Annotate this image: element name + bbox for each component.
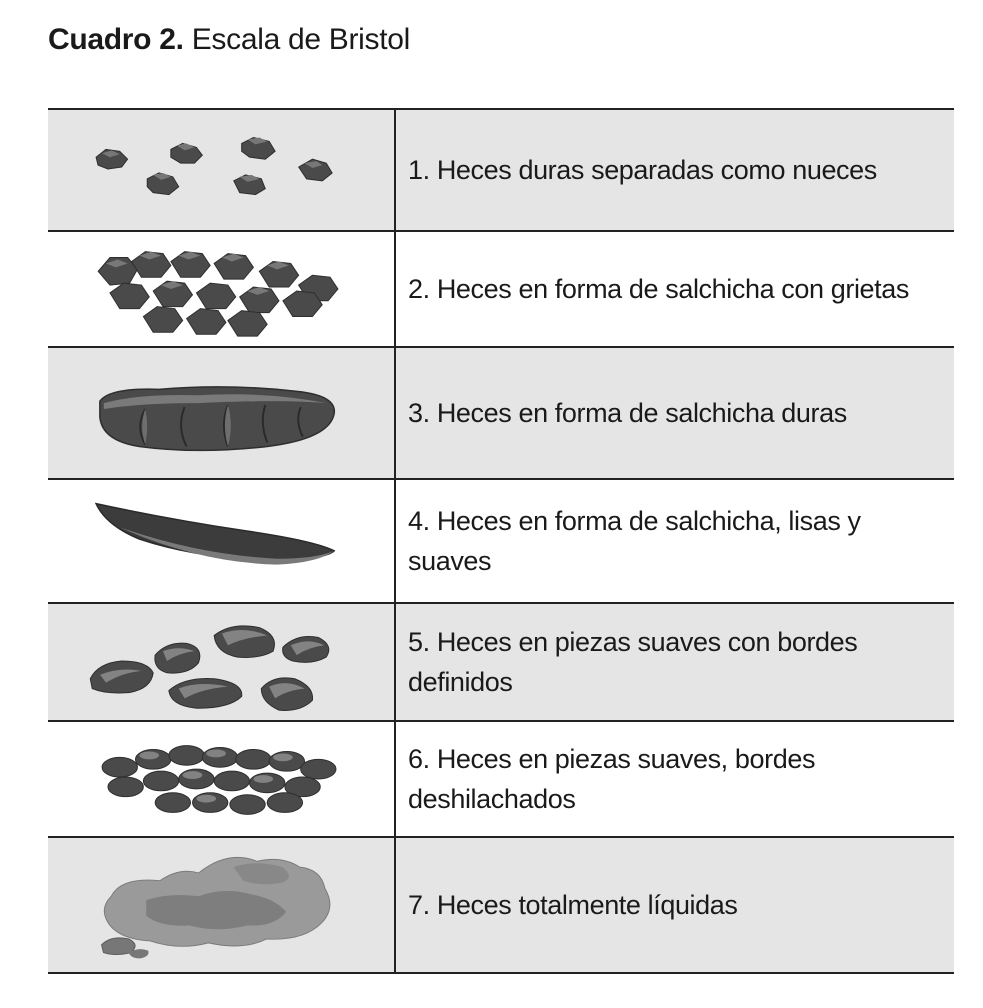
row-description: 5. Heces en piezas suaves con bordes definidos	[408, 627, 858, 697]
table-title-text: Escala de Bristol	[191, 23, 411, 56]
table-title-label: Cuadro 2.	[48, 23, 184, 56]
table-row	[48, 108, 954, 230]
table-row	[48, 720, 954, 836]
table-row	[48, 346, 954, 478]
column-divider	[394, 722, 396, 836]
fluffy-pieces-icon	[48, 722, 394, 836]
column-divider	[394, 480, 396, 602]
row-description: 3. Heces en forma de salchicha duras	[408, 398, 847, 428]
table-row	[48, 478, 954, 602]
row-description: 2. Heces en forma de salchicha con grietas	[408, 274, 909, 304]
row-description: 1. Heces duras separadas como nueces	[408, 155, 877, 185]
column-divider	[394, 838, 396, 972]
table-row	[48, 230, 954, 346]
row-description: 7. Heces totalmente líquidas	[408, 890, 738, 920]
soft-blobs-icon	[48, 604, 394, 720]
table-row	[48, 602, 954, 720]
cracked-sausage-icon	[48, 348, 394, 478]
lumpy-sausage-icon	[48, 232, 394, 346]
column-divider	[394, 232, 396, 346]
liquid-icon	[48, 838, 394, 972]
table-row	[48, 836, 954, 974]
table-title	[48, 18, 410, 62]
row-description: 6. Heces en piezas suaves, bordes deshilachados	[408, 744, 816, 814]
smooth-sausage-icon	[48, 480, 394, 602]
column-divider	[394, 348, 396, 478]
separate-hard-lumps-icon	[48, 110, 394, 230]
row-description: 4. Heces en forma de salchicha, lisas y suaves	[408, 506, 861, 576]
column-divider	[394, 604, 396, 720]
column-divider	[394, 110, 396, 230]
